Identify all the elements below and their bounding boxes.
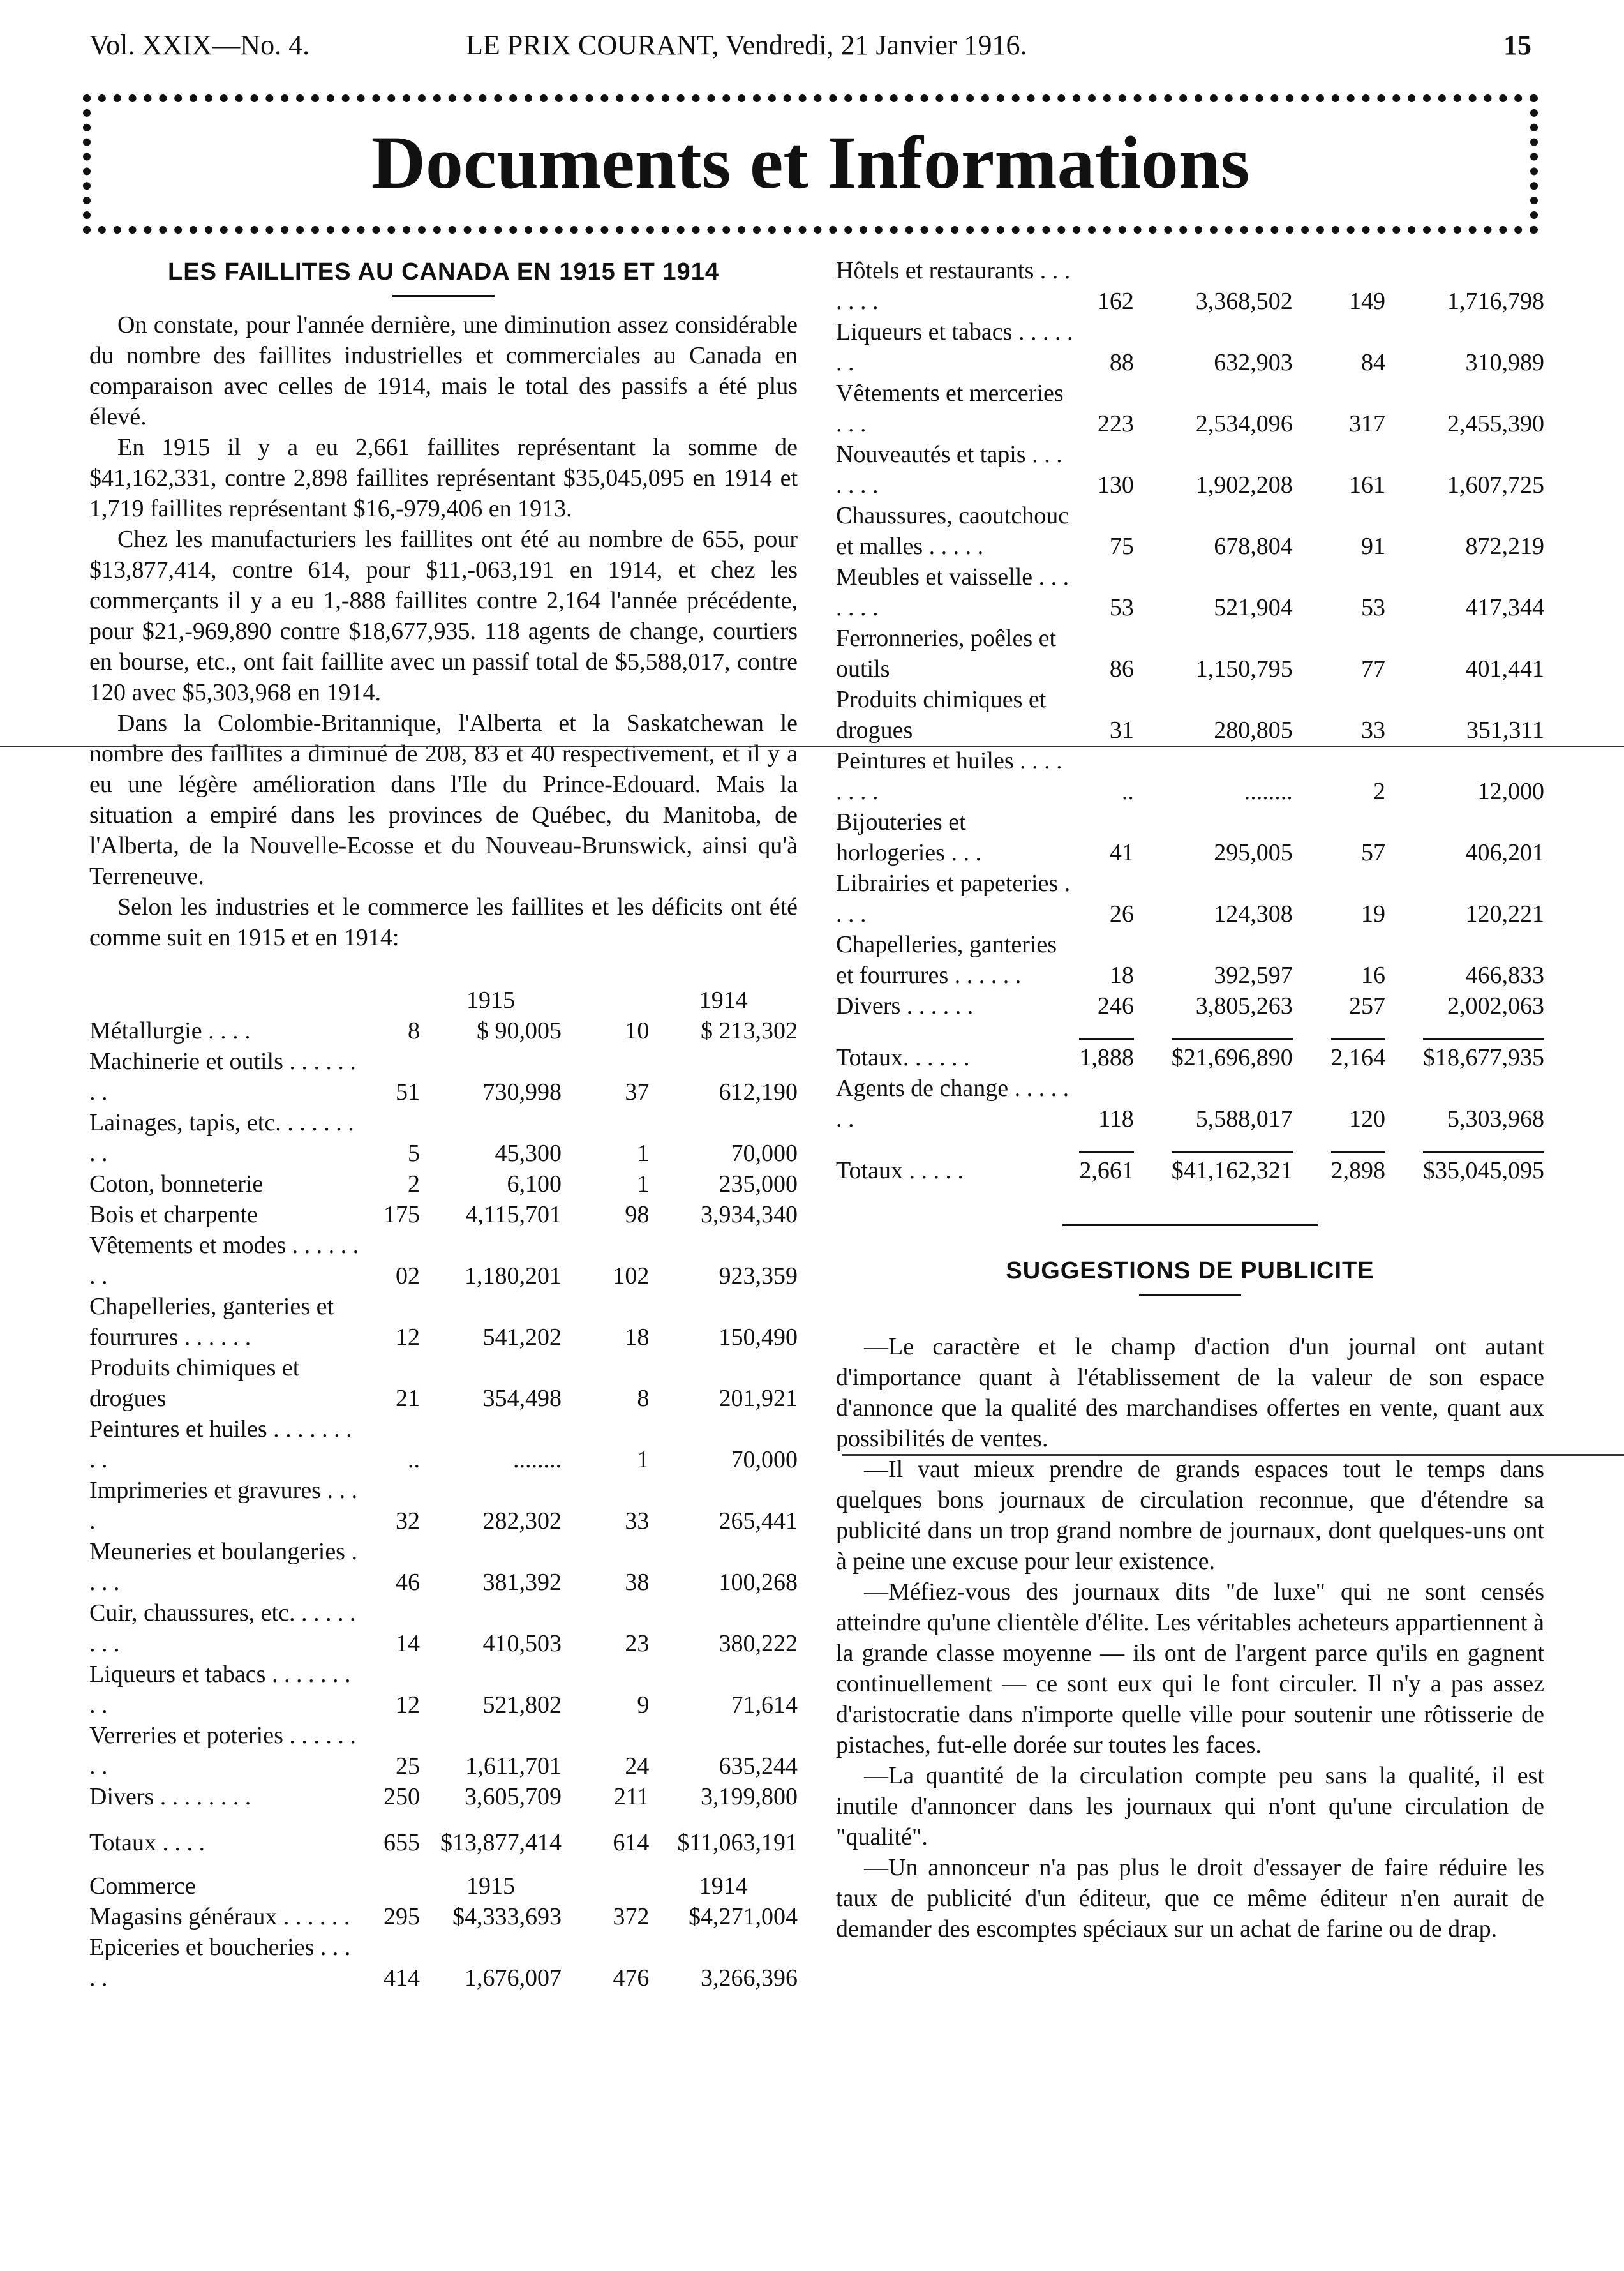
passif-1914: 380,222 — [719, 1630, 798, 1657]
passif-1914: 406,201 — [1465, 839, 1544, 866]
row-label: Totaux . . . . — [89, 1829, 205, 1856]
commerce-year-1915: 1915 — [466, 1873, 515, 1900]
table-row — [836, 439, 1544, 500]
table-row — [836, 317, 1544, 378]
table-row — [836, 255, 1544, 317]
article-paragraph: Selon les industries et le commerce les faillites et les déficits ont été comme suit en 1915 et en 1914: — [89, 894, 798, 951]
count-1915: 295 — [383, 1903, 420, 1930]
table-row — [89, 1414, 798, 1475]
count-1914: 33 — [625, 1508, 650, 1534]
publicite-text — [836, 1331, 1544, 1944]
table-row — [89, 1932, 798, 1993]
grand-total-row — [836, 1151, 1544, 1186]
row-label: Meubles et vaisselle . . . . . . . — [836, 564, 1069, 621]
table-row — [836, 684, 1544, 746]
section-divider — [1062, 1224, 1318, 1226]
passif-1915: 124,308 — [1214, 901, 1293, 927]
passif-1915: $4,333,693 — [452, 1903, 562, 1930]
passif-1914: 635,244 — [719, 1753, 798, 1780]
passif-1915: 5,588,017 — [1195, 1106, 1293, 1132]
count-1915: 02 — [395, 1263, 420, 1289]
count-1914: 38 — [625, 1569, 650, 1596]
count-1914: 317 — [1349, 410, 1385, 437]
banner-title: Documents et Informations — [371, 121, 1250, 204]
count-1914: 57 — [1361, 839, 1385, 866]
commerce-label: Commerce — [89, 1873, 196, 1900]
passif-1914: 70,000 — [731, 1140, 798, 1167]
suggestion-paragraph: —Un annonceur n'a pas plus le droit d'essayer de faire réduire les taux de publicité d'un éditeur, que ce même éditeur n'en aurait de demander des escomptes spéciaux sur un achat de farine ou de drap. — [836, 1854, 1544, 1942]
publicite-title-rule — [1139, 1294, 1241, 1296]
passif-1915-value: $41,162,321 — [1172, 1151, 1293, 1186]
row-label: Produits chimiques et drogues — [89, 1354, 300, 1412]
faillites-text — [89, 310, 798, 953]
passif-1914: 351,311 — [1466, 717, 1544, 744]
spacer-row — [836, 1021, 1544, 1038]
table-row — [89, 1598, 798, 1659]
count-1914: 18 — [625, 1324, 650, 1351]
passif-1915: 45,300 — [495, 1140, 562, 1167]
count-1914: 84 — [1361, 349, 1385, 376]
industries-table — [89, 985, 798, 1858]
passif-1915: 354,498 — [482, 1385, 562, 1412]
passif-1915: 541,202 — [482, 1324, 562, 1351]
count-1915: 31 — [1109, 717, 1134, 744]
row-label: Liqueurs et tabacs . . . . . . . — [836, 319, 1073, 376]
count-1914: 211 — [613, 1783, 650, 1810]
commerce-total-row — [836, 1038, 1544, 1073]
count-1915: 162 — [1097, 288, 1134, 315]
count-1914: 1 — [637, 1446, 650, 1473]
table-row — [89, 1475, 798, 1536]
suggestion-paragraph: —Méfiez-vous des journaux dits "de luxe" qui ne sont censés atteindre qu'une clientèle d'élite. Les véritables acheteurs appartiennent à la grande classe moyenne — ils ont de l'argent parce qu'ils en gagnent continuellement — ce sont eux qui le font circuler. Il n'y a pas assez d'aristocratie dans n'importe quelle ville pour soutenir une rôtisserie de pistaches, fut-elle dorée sur toutes les faces. — [836, 1578, 1544, 1758]
faillites-title: LES FAILLITES AU CANADA EN 1915 ET 1914 — [168, 259, 719, 285]
passif-1914 — [1385, 1038, 1544, 1073]
passif-1915: ........ — [512, 1446, 562, 1473]
table-row — [89, 1199, 798, 1230]
passif-1915: 280,805 — [1214, 717, 1293, 744]
count-1914: 10 — [625, 1017, 650, 1044]
table-row — [89, 1230, 798, 1291]
passif-1915 — [1134, 1151, 1293, 1186]
count-1914 — [1293, 1038, 1385, 1073]
publication-title: LE PRIX COURANT, Vendredi, 21 Janvier 1916. — [466, 29, 1027, 61]
row-label: Ferronneries, poêles et outils — [836, 625, 1057, 682]
passif-1914: 2,002,063 — [1447, 993, 1544, 1019]
title-rule — [392, 295, 495, 297]
passif-1914: $4,271,004 — [689, 1903, 798, 1930]
count-1915: 14 — [395, 1630, 420, 1657]
passif-1915: ........ — [1244, 778, 1293, 805]
passif-1915: 282,302 — [482, 1508, 562, 1534]
row-label: Liqueurs et tabacs . . . . . . . . . — [89, 1661, 351, 1718]
passif-1914: 3,934,340 — [701, 1201, 798, 1228]
suggestion-paragraph: —La quantité de la circulation compte peu sans la qualité, il est inutile d'annoncer dans les journaux qui n'ont qu'une circulation de "qualité". — [836, 1762, 1544, 1850]
passif-1915: 295,005 — [1214, 839, 1293, 866]
passif-1914: 120,221 — [1465, 901, 1544, 927]
count-1914: 257 — [1349, 993, 1385, 1019]
passif-1915-value: $21,696,890 — [1172, 1038, 1293, 1073]
count-1914 — [1293, 1151, 1385, 1186]
passif-1915: 521,802 — [482, 1691, 562, 1718]
banner-frame — [83, 94, 1538, 234]
passif-1915: 632,903 — [1214, 349, 1293, 376]
table-row — [836, 562, 1544, 623]
count-1915: 86 — [1109, 656, 1134, 682]
table-row — [836, 807, 1544, 868]
year-1915: 1915 — [466, 987, 515, 1014]
row-label: Vêtements et modes . . . . . . . . — [89, 1232, 359, 1289]
count-1915: 75 — [1109, 533, 1134, 560]
row-label: Librairies et papeteries . . . . — [836, 870, 1071, 927]
table-row — [89, 1046, 798, 1107]
row-label: Totaux. . . . . . — [836, 1044, 970, 1071]
table-row — [89, 1781, 798, 1812]
passif-1915: 1,611,701 — [465, 1753, 562, 1780]
passif-1915: 521,904 — [1214, 594, 1293, 621]
count-1915: 175 — [383, 1201, 420, 1228]
passif-1914: 3,266,396 — [701, 1965, 798, 1991]
table-row — [836, 746, 1544, 807]
count-1914-value: 2,898 — [1331, 1151, 1386, 1186]
page-number: 15 — [1503, 29, 1531, 61]
right-column — [836, 255, 1544, 1944]
count-1915 — [1074, 1038, 1133, 1073]
passif-1914: 235,000 — [719, 1171, 798, 1197]
count-1915: 26 — [1109, 901, 1134, 927]
count-1914: 161 — [1349, 472, 1385, 498]
count-1914: 149 — [1349, 288, 1385, 315]
suggestion-paragraph: —Le caractère et le champ d'action d'un journal ont autant d'importance quant à l'établissement de la valeur de son espace d'annonce que la qualité des marchandises offertes en vente, quant aux possibilités de ventes. — [836, 1333, 1544, 1452]
table-row — [89, 1536, 798, 1598]
passif-1914-value: $18,677,935 — [1423, 1038, 1544, 1073]
passif-1915: 4,115,701 — [465, 1201, 562, 1228]
passif-1914: 466,833 — [1465, 962, 1544, 989]
table-row — [89, 1016, 798, 1046]
count-1915: 88 — [1109, 349, 1134, 376]
count-1914: 1 — [637, 1140, 650, 1167]
passif-1914: 923,359 — [719, 1263, 798, 1289]
passif-1914: 71,614 — [731, 1691, 798, 1718]
table-row — [89, 1107, 798, 1169]
count-1915: .. — [407, 1446, 420, 1473]
spacer-row — [836, 1134, 1544, 1151]
table-row — [836, 623, 1544, 684]
count-1915: 8 — [407, 1017, 420, 1044]
table-row — [89, 1720, 798, 1781]
count-1914: 19 — [1361, 901, 1385, 927]
row-label: Vêtements et merceries . . . — [836, 380, 1064, 437]
count-1915 — [1074, 1151, 1133, 1186]
table-row — [89, 1659, 798, 1720]
passif-1915: 1,902,208 — [1195, 472, 1293, 498]
commerce-table-right — [836, 255, 1544, 1186]
passif-1914: 401,441 — [1465, 656, 1544, 682]
passif-1915: 730,998 — [482, 1079, 562, 1106]
count-1915: 118 — [1098, 1106, 1134, 1132]
passif-1914: 612,190 — [719, 1079, 798, 1106]
passif-1914: 5,303,968 — [1447, 1106, 1544, 1132]
count-1915: 41 — [1109, 839, 1134, 866]
count-1915-value: 1,888 — [1079, 1038, 1134, 1073]
article-paragraph: On constate, pour l'année dernière, une diminution assez considérable du nombre des faillites industrielles et commerciales au Canada en comparaison avec celles de 1914, mais le total des passifs a été plus élevé. — [89, 311, 798, 430]
passif-1914: 100,268 — [719, 1569, 798, 1596]
table-row — [89, 1901, 798, 1932]
passif-1914: 1,716,798 — [1447, 288, 1544, 315]
passif-1915: $ 90,005 — [476, 1017, 562, 1044]
count-1915: 46 — [395, 1569, 420, 1596]
count-1915: 25 — [395, 1753, 420, 1780]
article-paragraph: Dans la Colombie-Britannique, l'Alberta et la Saskatchewan le nombre des faillites a diminué de 208, 83 et 40 respectivement, et il y a eu une légère amélioration dans l'Ile du Prince-Edouard. Mais la situation a empiré dans les provinces de Québec, du Manitoba, de l'Alberta, de la Nouvelle-Ecosse et du Nouveau-Brunswick, ainsi qu'à Terreneuve. — [89, 710, 798, 890]
row-label: Peintures et huiles . . . . . . . . . — [89, 1416, 352, 1473]
count-1914: 23 — [625, 1630, 650, 1657]
table-row — [89, 1169, 798, 1199]
table-row — [836, 378, 1544, 439]
count-1914: 8 — [637, 1385, 650, 1412]
row-label: Peintures et huiles . . . . . . . . — [836, 747, 1062, 805]
page-header — [89, 29, 1531, 67]
passif-1914: 1,607,725 — [1447, 472, 1544, 498]
count-1915: 250 — [383, 1783, 420, 1810]
row-label: Imprimeries et gravures . . . . — [89, 1477, 357, 1534]
passif-1915: 1,180,201 — [464, 1263, 562, 1289]
volume-number: Vol. XXIX—No. 4. — [89, 29, 310, 61]
row-label: Lainages, tapis, etc. . . . . . . . . — [89, 1109, 354, 1167]
table-row — [836, 500, 1544, 562]
row-label: Chapelleries, ganteries et fourrures . . . . . . — [836, 931, 1057, 989]
count-1915: 5 — [407, 1140, 420, 1167]
passif-1914: 872,219 — [1465, 533, 1544, 560]
count-1914: 16 — [1361, 962, 1385, 989]
count-1915: 51 — [395, 1079, 420, 1106]
row-label: Produits chimiques et drogues — [836, 686, 1047, 744]
passif-1915: 2,534,096 — [1195, 410, 1293, 437]
row-label: Verreries et poteries . . . . . . . . — [89, 1722, 356, 1780]
commerce-table-left — [89, 1871, 798, 1993]
count-1914: 77 — [1361, 656, 1385, 682]
count-1914-value: 2,164 — [1331, 1038, 1386, 1073]
row-label: Coton, bonneterie — [89, 1171, 264, 1197]
count-1914: 1 — [637, 1171, 650, 1197]
passif-1914: 12,000 — [1477, 778, 1544, 805]
table-row — [89, 1353, 798, 1414]
article-paragraph: Chez les manufacturiers les faillites ont été au nombre de 655, pour $13,877,414, contre 614, pour $11,-063,191 en 1914, et chez les commerçants il y a eu 1,-888 faillites contre 2,164 l'année précédente, pour $21,-969,890 contre $18,677,935. 118 agents de change, courtiers en bourse, etc., ont fait faillite avec un passif total de $5,588,017, contre 120 avec $5,303,968 en 1914. — [89, 526, 798, 706]
page-crease-left — [0, 746, 1624, 747]
industries-total-row — [89, 1812, 798, 1858]
count-1915: 655 — [383, 1829, 420, 1856]
count-1914: 2 — [1373, 778, 1385, 805]
left-column — [89, 255, 798, 1993]
row-label: Bijouteries et horlogeries . . . — [836, 809, 981, 866]
row-label: Divers . . . . . . . . — [89, 1783, 251, 1810]
count-1915: 12 — [395, 1691, 420, 1718]
count-1915: 414 — [383, 1965, 420, 1991]
count-1914: 102 — [613, 1263, 650, 1289]
count-1915: .. — [1121, 778, 1134, 805]
passif-1915: 678,804 — [1214, 533, 1293, 560]
row-label: Machinerie et outils . . . . . . . . — [89, 1048, 356, 1106]
row-label: Chapelleries, ganteries et fourrures . . . . . . — [89, 1293, 334, 1351]
count-1915: 12 — [395, 1324, 420, 1351]
count-1914: 614 — [613, 1829, 650, 1856]
row-label: Bois et charpente — [89, 1201, 258, 1228]
passif-1915: 1,676,007 — [464, 1965, 562, 1991]
passif-1914: 150,490 — [719, 1324, 798, 1351]
passif-1914-value: $35,045,095 — [1423, 1151, 1544, 1186]
passif-1914: 310,989 — [1465, 349, 1544, 376]
count-1914: 98 — [625, 1201, 650, 1228]
count-1914: 476 — [613, 1965, 650, 1991]
count-1914: 53 — [1361, 594, 1385, 621]
table-row — [89, 1291, 798, 1353]
passif-1914: 265,441 — [719, 1508, 798, 1534]
row-label: Nouveautés et tapis . . . . . . . — [836, 441, 1062, 498]
row-label: Agents de change . . . . . . . — [836, 1075, 1069, 1132]
count-1915: 246 — [1097, 993, 1134, 1019]
passif-1915: 410,503 — [482, 1630, 562, 1657]
year-1914: 1914 — [699, 987, 748, 1014]
passif-1915: $13,877,414 — [440, 1829, 562, 1856]
count-1914: 120 — [1349, 1106, 1385, 1132]
passif-1915: 3,605,709 — [464, 1783, 562, 1810]
passif-1915: 3,368,502 — [1195, 288, 1293, 315]
count-1915: 223 — [1097, 410, 1134, 437]
commerce-header-row — [89, 1871, 798, 1901]
passif-1915: 3,805,263 — [1195, 993, 1293, 1019]
count-1915: 18 — [1109, 962, 1134, 989]
passif-1914: 3,199,800 — [701, 1783, 798, 1810]
passif-1914: 2,455,390 — [1447, 410, 1544, 437]
passif-1915: 381,392 — [482, 1569, 562, 1596]
row-label: Hôtels et restaurants . . . . . . . — [836, 257, 1071, 315]
count-1915: 53 — [1109, 594, 1134, 621]
count-1914: 372 — [613, 1903, 650, 1930]
count-1915: 32 — [395, 1508, 420, 1534]
passif-1914: $11,063,191 — [677, 1829, 798, 1856]
commerce-year-1914: 1914 — [699, 1873, 748, 1900]
article-paragraph: En 1915 il y a eu 2,661 faillites représentant la somme de $41,162,331, contre 2,898 faillites représentant $35,045,095 en 1914 et 1,719 faillites représentant $16,-979,406 en 1913. — [89, 434, 798, 522]
count-1915: 130 — [1097, 472, 1134, 498]
page-crease-right — [842, 1454, 1624, 1456]
row-label: Meuneries et boulangeries . . . . — [89, 1538, 357, 1596]
suggestion-paragraph: —Il vaut mieux prendre de grands espaces tout le temps dans quelques bons journaux de circulation reconnue, que d'étendre sa publicité dans un trop grand nombre de journaux, dont quelques-uns ont à peine une excuse pour leur existence. — [836, 1456, 1544, 1575]
row-label: Cuir, chaussures, etc. . . . . . . . . — [89, 1600, 356, 1657]
passif-1915: 6,100 — [507, 1171, 562, 1197]
passif-1915 — [1134, 1038, 1293, 1073]
count-1914: 91 — [1361, 533, 1385, 560]
count-1914: 9 — [637, 1691, 650, 1718]
row-label: Epiceries et boucheries . . . . . — [89, 1934, 351, 1991]
publicite-title: SUGGESTIONS DE PUBLICITE — [1006, 1257, 1374, 1284]
passif-1914: 201,921 — [719, 1385, 798, 1412]
table-row — [836, 929, 1544, 991]
passif-1914 — [1385, 1151, 1544, 1186]
agents-row — [836, 1073, 1544, 1134]
year-header-row — [89, 985, 798, 1016]
passif-1914: 70,000 — [731, 1446, 798, 1473]
passif-1914: 417,344 — [1465, 594, 1544, 621]
count-1914: 37 — [625, 1079, 650, 1106]
count-1914: 33 — [1361, 717, 1385, 744]
passif-1914: $ 213,302 — [701, 1017, 798, 1044]
row-label: Divers . . . . . . — [836, 993, 974, 1019]
table-row — [836, 868, 1544, 929]
row-label: Métallurgie . . . . — [89, 1017, 251, 1044]
table-row — [836, 991, 1544, 1021]
passif-1915: 1,150,795 — [1195, 656, 1293, 682]
row-label: Totaux . . . . . — [836, 1157, 964, 1184]
count-1915: 21 — [395, 1385, 420, 1412]
row-label: Magasins généraux . . . . . . — [89, 1903, 350, 1930]
passif-1915: 392,597 — [1214, 962, 1293, 989]
row-label: Chaussures, caoutchouc et malles . . . . . — [836, 502, 1069, 560]
count-1915-value: 2,661 — [1079, 1151, 1134, 1186]
count-1914: 24 — [625, 1753, 650, 1780]
count-1915: 2 — [407, 1171, 420, 1197]
